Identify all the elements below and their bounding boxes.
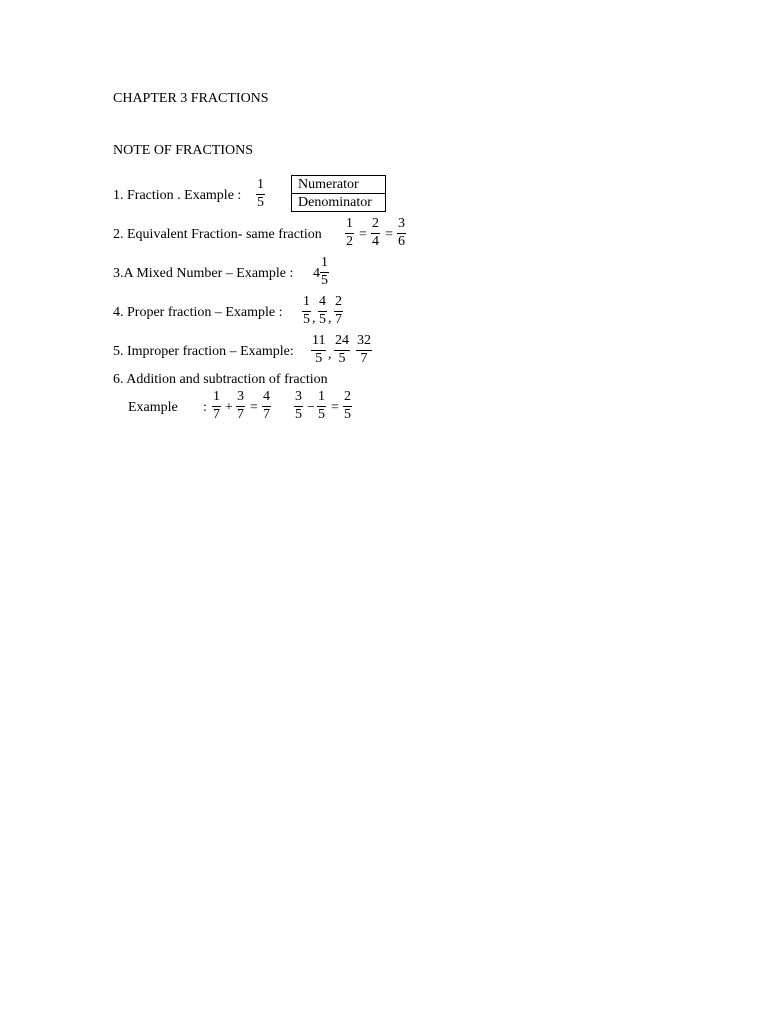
mixed-whole-number: 4 [313,266,320,281]
numerator: 4 [319,294,326,309]
denominator: 2 [346,234,353,249]
addition-fraction-2 [236,390,245,422]
improper-item-label: 5. Improper fraction – Example: [113,344,294,359]
denominator: 7 [213,407,220,422]
chapter-title: CHAPTER 3 FRACTIONS [113,91,269,106]
proper-item-label: 4. Proper fraction – Example : [113,305,283,320]
numerator: 1 [213,389,220,404]
denominator: 6 [398,234,405,249]
improper-fraction-3 [356,334,372,366]
numerator: 2 [344,389,351,404]
denominator: 5 [257,195,264,210]
numerator-label: Numerator [298,177,359,192]
equals-sign: = [385,227,393,242]
denominator: 5 [318,407,325,422]
equals-sign: = [359,227,367,242]
denominator: 5 [344,407,351,422]
proper-fraction-3 [334,295,343,327]
addsub-item-label: 6. Addition and subtraction of fraction [113,372,328,387]
equivalent-item-label: 2. Equivalent Fraction- same fraction [113,227,322,242]
colon-separator: : [203,400,207,415]
fraction-example [256,178,265,210]
equals-sign: = [250,400,258,415]
numerator: 3 [237,389,244,404]
numerator: 1 [257,177,264,192]
denominator-label: Denominator [292,193,385,211]
proper-fraction-2 [318,295,327,327]
comma-separator: , [312,311,316,326]
numerator: 2 [335,294,342,309]
denominator: 4 [372,234,379,249]
denominator: 7 [237,407,244,422]
numerator: 3 [398,216,405,231]
numerator: 1 [303,294,310,309]
addition-fraction-1 [212,390,221,422]
denominator: 5 [338,351,346,366]
subtraction-fraction-1 [294,390,303,422]
denominator: 5 [303,312,310,327]
addition-fraction-3 [262,390,271,422]
proper-fraction-1 [302,295,311,327]
mixed-item-label: 3.A Mixed Number – Example : [113,266,294,281]
numerator: 32 [357,333,371,348]
plus-sign: + [225,400,233,415]
denominator: 7 [360,351,368,366]
denominator: 5 [319,312,326,327]
numerator: 2 [372,216,379,231]
denominator: 7 [263,407,270,422]
denominator: 7 [335,312,342,327]
example-label: Example [128,400,178,415]
numerator-denominator-box [291,175,386,212]
denominator: 5 [295,407,302,422]
numerator: 3 [295,389,302,404]
numerator: 4 [263,389,270,404]
numerator: 1 [318,389,325,404]
numerator: 1 [321,255,328,270]
equals-sign: = [331,400,339,415]
subtraction-fraction-3 [343,390,352,422]
subtraction-fraction-2 [317,390,326,422]
improper-fraction-1 [311,334,326,366]
fraction-item-label: 1. Fraction . Example : [113,188,242,203]
mixed-fraction [320,256,329,288]
comma-separator: , [328,347,332,362]
denominator: 5 [315,351,323,366]
equivalent-fraction-1 [345,217,354,249]
denominator: 5 [321,273,328,288]
notes-heading: NOTE OF FRACTIONS [113,143,254,158]
equivalent-fraction-2 [371,217,380,249]
equivalent-fraction-3 [397,217,406,249]
improper-fraction-2 [334,334,350,366]
numerator: 1 [346,216,353,231]
minus-sign: − [307,400,315,415]
comma-separator: , [328,311,332,326]
numerator: 24 [335,333,349,348]
numerator: 11 [312,333,326,348]
